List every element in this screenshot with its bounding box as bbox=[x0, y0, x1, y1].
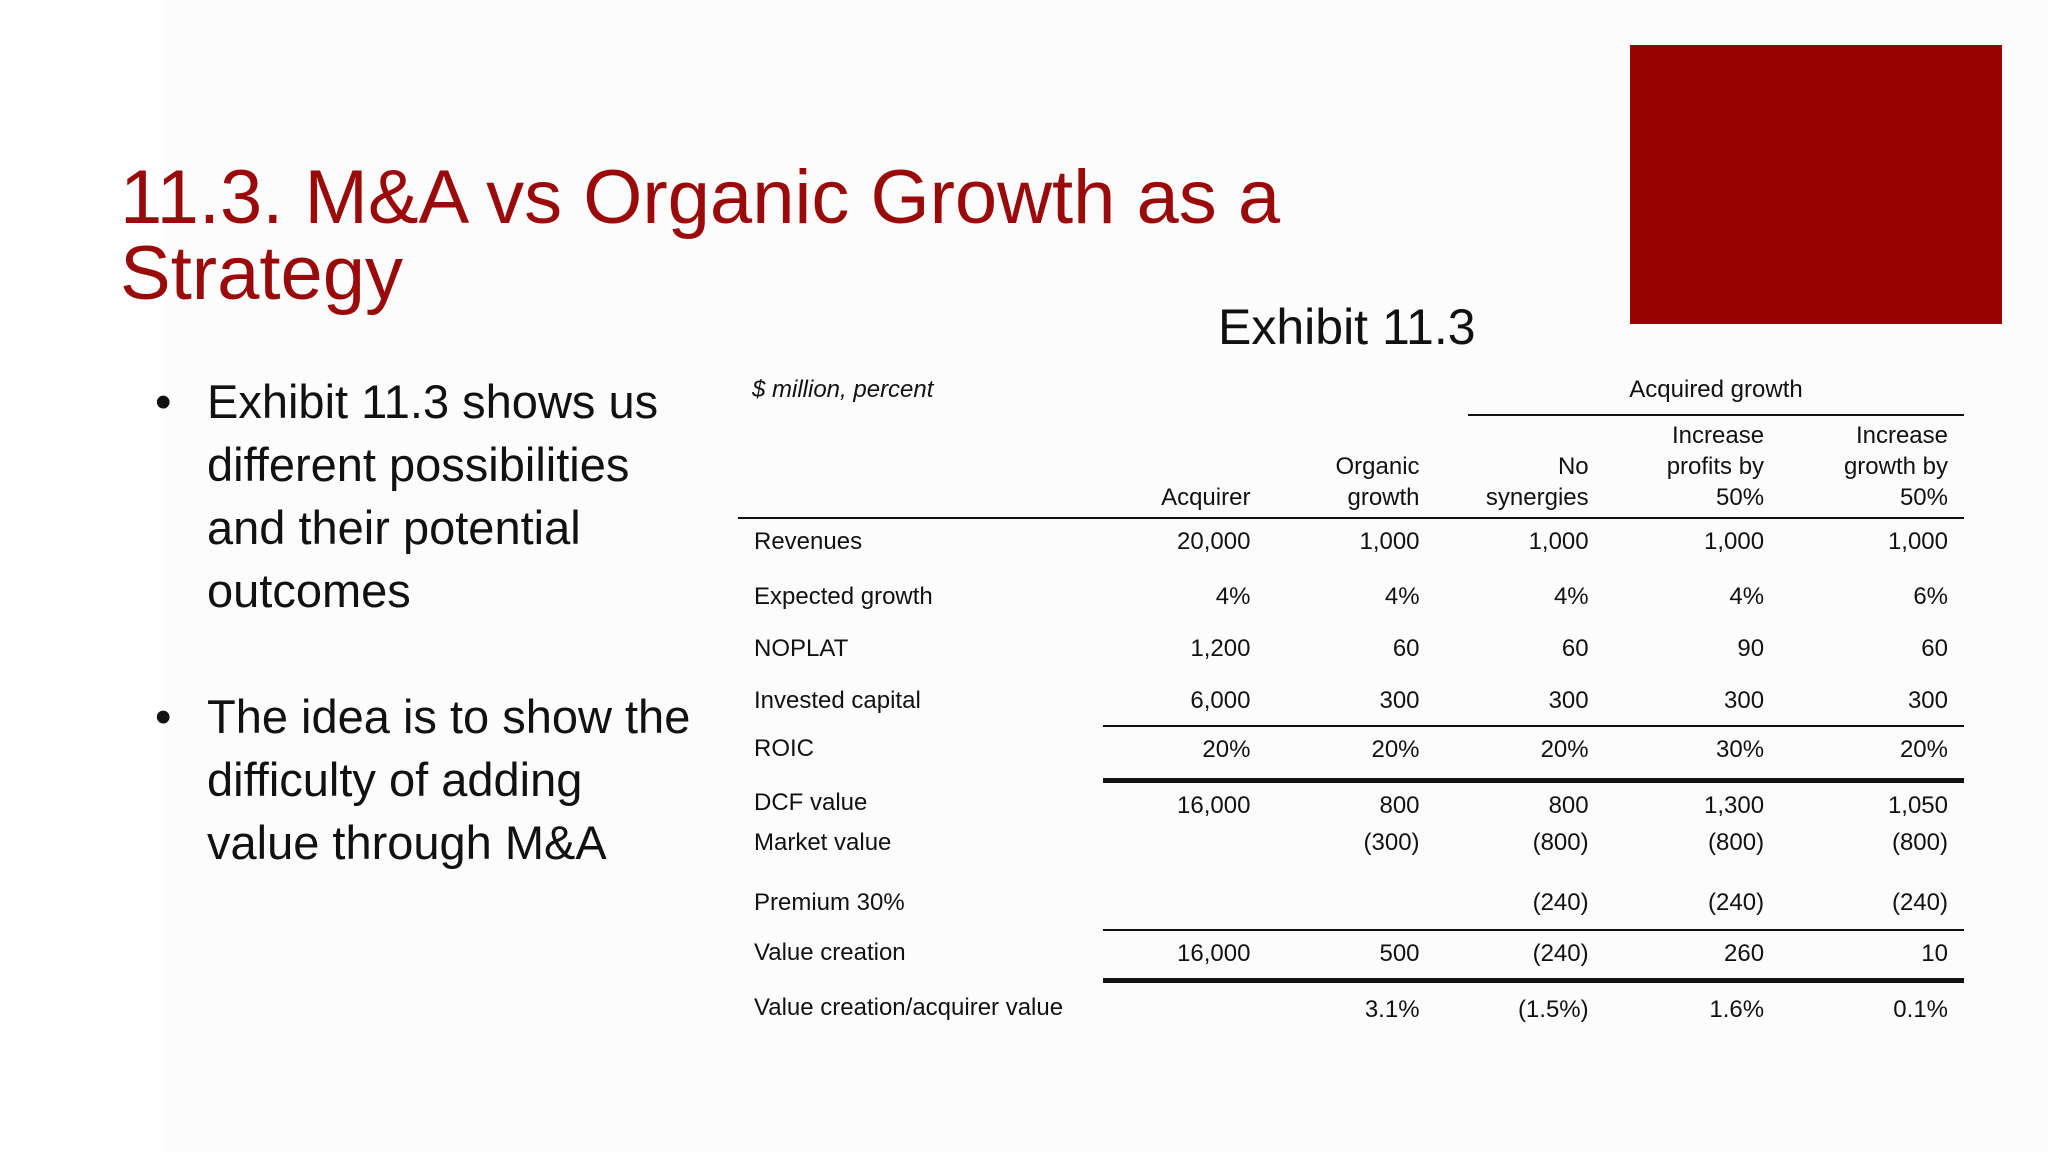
column-header: No synergies bbox=[1436, 420, 1605, 518]
column-header: Increase growth by 50% bbox=[1780, 420, 1964, 518]
row-label: NOPLAT bbox=[754, 635, 849, 662]
table-cell: 6% bbox=[1913, 583, 1948, 610]
table-row bbox=[738, 622, 1964, 674]
table-cell: (240) bbox=[1532, 889, 1589, 916]
table-cell: 90 bbox=[1737, 635, 1765, 662]
table-cell: 1,300 bbox=[1605, 780, 1780, 824]
table-cell: 6,000 bbox=[1190, 687, 1251, 714]
bullet-item: • Exhibit 11.3 shows us different possibilities and their potential outcomes bbox=[155, 370, 695, 622]
table-cell: 3.1% bbox=[1266, 980, 1435, 1046]
bullet-list bbox=[155, 370, 695, 937]
table-cell: 4% bbox=[1553, 583, 1589, 610]
row-label: Expected growth bbox=[754, 583, 933, 610]
table-cell: 800 bbox=[1436, 780, 1605, 824]
table-cell: 260 bbox=[1605, 930, 1780, 980]
table-cell: 10 bbox=[1780, 930, 1964, 980]
table-row bbox=[738, 726, 1964, 780]
table-row bbox=[738, 674, 1964, 726]
table-cell: 1.6% bbox=[1605, 980, 1780, 1046]
units-label: $ million, percent bbox=[752, 376, 934, 403]
table-cell: 300 bbox=[1548, 687, 1589, 714]
table-cell: 0.1% bbox=[1780, 980, 1964, 1046]
accent-block bbox=[1630, 45, 2002, 324]
table-row bbox=[738, 824, 1964, 876]
table-cell: 300 bbox=[1379, 687, 1420, 714]
table-cell: (240) bbox=[1436, 930, 1605, 980]
table-cell: 20% bbox=[1436, 726, 1605, 780]
table-cell: (800) bbox=[1532, 829, 1589, 856]
table-cell: (300) bbox=[1363, 829, 1420, 856]
table-row bbox=[738, 780, 1964, 824]
table-cell bbox=[1103, 980, 1267, 1046]
table-cell: 500 bbox=[1266, 930, 1435, 980]
row-label: Value creation bbox=[754, 939, 906, 966]
table-cell: (800) bbox=[1891, 829, 1948, 856]
column-header: Organic growth bbox=[1266, 420, 1435, 518]
table-row bbox=[738, 568, 1964, 622]
table-cell: (1.5%) bbox=[1436, 980, 1605, 1046]
acquired-growth-header: Acquired growth bbox=[1629, 376, 1803, 403]
table-cell: 20% bbox=[1266, 726, 1435, 780]
table-cell: 60 bbox=[1392, 635, 1420, 662]
table-row bbox=[738, 980, 1964, 1046]
table-header-row bbox=[738, 420, 1964, 518]
table-row bbox=[738, 518, 1964, 568]
row-label: DCF value bbox=[754, 789, 868, 816]
table-cell: (240) bbox=[1708, 889, 1765, 916]
table-cell: 16,000 bbox=[1103, 780, 1267, 824]
table-cell: (240) bbox=[1891, 889, 1948, 916]
row-label: Revenues bbox=[754, 528, 863, 555]
table-cell: 1,050 bbox=[1780, 780, 1964, 824]
row-label: Premium 30% bbox=[754, 889, 905, 916]
table-row bbox=[738, 876, 1964, 930]
exhibit-table bbox=[738, 420, 1964, 1046]
table-cell: 800 bbox=[1266, 780, 1435, 824]
table-cell: 1,200 bbox=[1190, 635, 1251, 662]
table-cell: 300 bbox=[1724, 687, 1765, 714]
table-cell: 300 bbox=[1907, 687, 1948, 714]
table-cell bbox=[1103, 876, 1267, 930]
row-label: Market value bbox=[754, 829, 892, 856]
exhibit-title: Exhibit 11.3 bbox=[1218, 299, 1476, 355]
table-cell bbox=[1266, 876, 1435, 930]
table-cell: 60 bbox=[1921, 635, 1948, 662]
table-cell: 1,000 bbox=[1359, 528, 1420, 555]
table-cell: 1,000 bbox=[1704, 528, 1765, 555]
table-cell: (800) bbox=[1708, 829, 1765, 856]
column-header bbox=[738, 420, 1103, 518]
row-label: Invested capital bbox=[754, 687, 921, 714]
table-cell: 16,000 bbox=[1103, 930, 1267, 980]
row-label: Value creation/acquirer value bbox=[754, 994, 1064, 1021]
table-cell: 20% bbox=[1780, 726, 1964, 780]
table-cell: 20,000 bbox=[1177, 528, 1251, 555]
column-header: Increase profits by 50% bbox=[1605, 420, 1780, 518]
table-cell: 4% bbox=[1215, 583, 1251, 610]
slide-title: 11.3. M&A vs Organic Growth as a Strategy bbox=[120, 155, 1281, 316]
table-cell: 1,000 bbox=[1528, 528, 1589, 555]
table-cell: 1,000 bbox=[1887, 528, 1948, 555]
row-label: ROIC bbox=[754, 735, 814, 762]
table-row bbox=[738, 930, 1964, 980]
table-cell: 20% bbox=[1103, 726, 1267, 780]
table-cell: 4% bbox=[1729, 583, 1765, 610]
column-header: Acquirer bbox=[1103, 420, 1267, 518]
table-cell: 30% bbox=[1605, 726, 1780, 780]
group-header-rule bbox=[1468, 414, 1964, 416]
table-cell: 60 bbox=[1561, 635, 1589, 662]
bullet-item: • The idea is to show the difficulty of adding value through M&A bbox=[155, 685, 695, 874]
table-cell bbox=[1103, 824, 1267, 876]
table-cell: 4% bbox=[1384, 583, 1420, 610]
